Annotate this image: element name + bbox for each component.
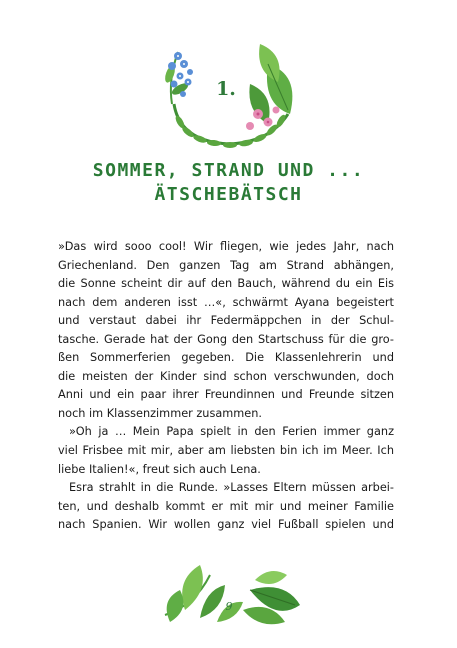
chapter-title-line-1: SOMMER, STRAND UND ... xyxy=(92,160,365,181)
text-line: ten, und deshalb kommt er mit mir und meiner Familie xyxy=(58,499,394,513)
text-line: und verstaut dabei ihr Federmäppchen in der Schul- xyxy=(58,314,394,328)
text-line: »Das wird sooo cool! Wir fliegen, wie jedes Jahr, nach xyxy=(58,240,394,253)
text-line: nach Spanien. Wir wollen ganz viel Fußball spielen und xyxy=(58,518,394,532)
text-line: nach dem anderen isst …«, schwärmt Ayana begeistert xyxy=(58,295,394,309)
text-line: Esra strahlt in die Runde. »Lasses Eltern müssen arbei- xyxy=(69,481,394,495)
text-line: die Sonne scheint dir auf den Bauch, während du ein Eis xyxy=(58,277,394,291)
text-line: noch im Klassenzimmer zusammen. xyxy=(58,406,262,420)
text-line: ßen Sommerferien gegeben. Die Klassenlehrerin und xyxy=(58,351,394,365)
chapter-title-line-2: ÄTSCHEBÄTSCH xyxy=(154,184,303,205)
text-line: tasche. Gerade hat der Gong den Startschuss für die gro- xyxy=(58,332,394,346)
text-line: die meisten der Kinder sind schon verschwunden, doch xyxy=(58,369,394,383)
text-line: »Oh ja … Mein Papa spielt in den Ferien immer ganz xyxy=(69,425,394,439)
chapter-number: 1. xyxy=(216,78,236,100)
text-line: viel Frisbee mit mir, aber am liebsten bin ich im Meer. Ich xyxy=(58,444,394,458)
page-number: 9 xyxy=(225,600,233,613)
text-line: liebe Italien!«, freut sich auch Lena. xyxy=(58,462,261,476)
text-line: Anni und ein paar ihrer Freundinnen und Freunde sitzen xyxy=(58,388,394,402)
text-line: Griechenland. Den ganzen Tag am Strand abhängen, xyxy=(58,258,394,272)
chapter-body-text xyxy=(58,238,394,535)
leaf-bouquet-icon xyxy=(155,560,305,630)
